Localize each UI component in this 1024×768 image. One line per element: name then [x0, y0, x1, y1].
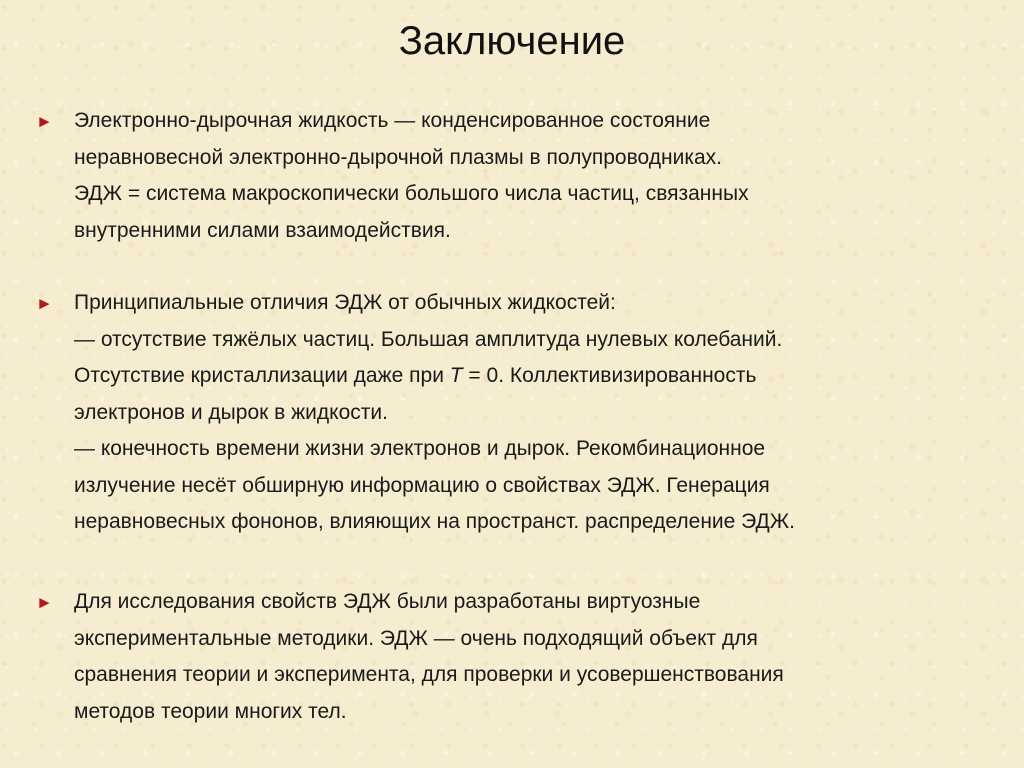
text-line: внутренними силами взаимодействия.	[74, 218, 451, 242]
text-segment: Отсутствие кристаллизации даже при	[74, 364, 450, 387]
text-line: экспериментальные методики. ЭДЖ — очень подходящий объект для	[74, 626, 758, 650]
text-line	[74, 358, 986, 395]
text-line: электронов и дырок в жидкости.	[74, 400, 388, 424]
bullet-text	[74, 285, 986, 541]
text-line: неравновесной электронно-дырочной плазмы в полупроводниках.	[74, 145, 722, 169]
text-line: Принципиальные отличия ЭДЖ от обычных жидкостей:	[74, 291, 616, 314]
text-line: сравнения теории и эксперимента, для проверки и усовершенствования	[74, 663, 784, 686]
text-line: излучение несёт обширную информацию о свойствах ЭДЖ. Генерация	[74, 473, 770, 497]
text-line: ЭДЖ = система макроскопически большого числа частиц, связанных	[74, 182, 749, 205]
slide-title: Заключение	[398, 19, 626, 63]
text-line: методов теории многих тел.	[74, 699, 347, 723]
bullet-marker-icon: ►	[36, 294, 53, 313]
bullet-item-experiments	[36, 584, 986, 730]
bullet-marker-icon: ►	[36, 593, 53, 612]
text-segment: = 0. Коллективизированность	[462, 364, 757, 387]
bullet-item-differences	[36, 285, 986, 541]
bullet-text	[74, 584, 986, 730]
text-line: — отсутствие тяжёлых частиц. Большая амплитуда нулевых колебаний.	[74, 327, 783, 351]
bullet-text	[74, 103, 986, 249]
bullet-item-definition	[36, 103, 986, 249]
text-line: Для исследования свойств ЭДЖ были разработаны виртуозные	[74, 590, 701, 613]
temperature-variable: T	[449, 364, 463, 387]
text-line: Электронно-дырочная жидкость — конденсированное состояние	[74, 109, 711, 132]
text-line: неравновесных фононов, влияющих на пространст. распределение ЭДЖ.	[74, 510, 796, 533]
text-line: — конечность времени жизни электронов и дырок. Рекомбинационное	[74, 437, 766, 460]
bullet-marker-icon: ►	[36, 112, 53, 131]
